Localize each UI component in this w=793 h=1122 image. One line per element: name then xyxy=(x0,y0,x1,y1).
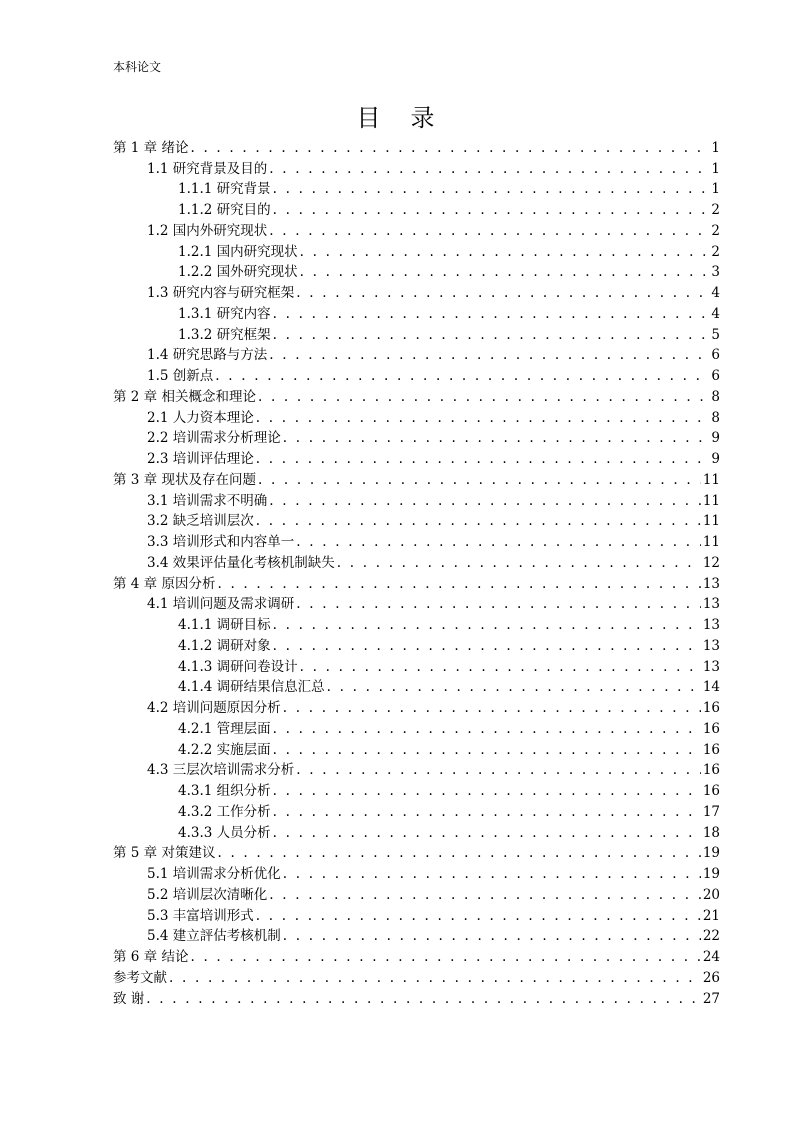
dot-leader xyxy=(273,740,701,760)
toc-entry[interactable] xyxy=(113,448,720,469)
toc-entry-page-number: 16 xyxy=(702,783,720,799)
toc-entry-label: 第 1 章 绪论 xyxy=(113,139,189,156)
toc-entry-page-number: 19 xyxy=(702,866,720,882)
dot-leader xyxy=(283,428,708,448)
toc-entry-label: 4.2 培训问题原因分析 xyxy=(147,700,281,716)
toc-entry-page-number: 27 xyxy=(702,990,720,1007)
dot-leader xyxy=(256,408,708,428)
dot-leader xyxy=(256,906,701,926)
toc-entry[interactable] xyxy=(113,635,720,656)
toc-entry[interactable] xyxy=(113,863,720,884)
toc-entry-page-number: 1 xyxy=(711,181,720,198)
toc-entry-page-number: 2 xyxy=(711,222,720,239)
toc-entry-page-number: 4 xyxy=(711,285,720,301)
toc-entry-label: 4.2.1 管理层面 xyxy=(178,720,271,737)
toc-entry-page-number: 16 xyxy=(702,720,720,737)
toc-entry-page-number: 21 xyxy=(702,907,720,924)
toc-entry-label: 3.4 效果评估量化考核机制缺失 xyxy=(147,554,335,571)
toc-entry[interactable] xyxy=(113,946,720,967)
toc-entry-page-number: 9 xyxy=(711,430,720,447)
toc-entry[interactable] xyxy=(113,552,720,573)
toc-entry[interactable] xyxy=(113,905,720,926)
toc-entry[interactable] xyxy=(113,386,720,407)
toc-entry[interactable] xyxy=(113,718,720,739)
toc-entry[interactable] xyxy=(113,220,720,241)
toc-entry-label: 3.2 缺乏培训层次 xyxy=(147,513,254,530)
dot-leader xyxy=(283,864,701,884)
toc-entry-page-number: 8 xyxy=(711,409,720,426)
toc-entry-page-number: 13 xyxy=(702,575,720,592)
toc-entry-label: 4.3 三层次培训需求分析 xyxy=(147,762,295,779)
dot-leader xyxy=(283,698,701,718)
toc-entry-page-number: 11 xyxy=(702,492,720,509)
toc-entry-label: 4.1.3 调研问卷设计 xyxy=(178,658,298,675)
dot-leader xyxy=(327,677,701,697)
dot-leader xyxy=(296,594,701,614)
toc-entry-label: 1.3 研究内容与研究框架 xyxy=(147,285,295,301)
dot-leader xyxy=(269,885,701,905)
toc-entry-page-number: 16 xyxy=(702,741,720,758)
toc-entry[interactable] xyxy=(113,656,720,677)
toc-entry[interactable] xyxy=(113,697,720,718)
toc-entry-page-number: 3 xyxy=(711,264,720,281)
toc-entry-page-number: 1 xyxy=(711,160,720,177)
toc-entry-label: 参考文献 xyxy=(113,969,167,986)
toc-entry[interactable] xyxy=(113,822,720,843)
toc-entry-page-number: 18 xyxy=(702,824,720,841)
toc-entry[interactable] xyxy=(113,241,720,262)
toc-entry-page-number: 9 xyxy=(711,451,720,467)
dot-leader xyxy=(273,304,708,324)
toc-entry-page-number: 1 xyxy=(711,139,720,156)
dot-leader xyxy=(300,657,701,677)
toc-entry[interactable] xyxy=(113,303,720,324)
toc-entry-label: 第 6 章 结论 xyxy=(113,949,189,965)
toc-entry-label: 4.3.1 组织分析 xyxy=(178,783,271,799)
toc-entry-page-number: 5 xyxy=(711,326,720,343)
toc-entry-label: 5.2 培训层次清晰化 xyxy=(147,886,268,903)
dot-leader xyxy=(190,138,708,158)
toc-entry[interactable] xyxy=(113,739,720,760)
dot-leader xyxy=(273,719,701,739)
dot-leader xyxy=(269,491,701,511)
dot-leader xyxy=(273,325,708,345)
toc-entry-label: 1.2.2 国外研究现状 xyxy=(178,264,298,281)
toc-entry-label: 5.4 建立評估考核机制 xyxy=(147,928,281,945)
toc-entry-page-number: 8 xyxy=(711,388,720,405)
toc-entry-page-number: 20 xyxy=(702,886,720,903)
toc-entry[interactable] xyxy=(113,926,720,947)
dot-leader xyxy=(146,989,701,1009)
toc-entry-label: 4.1.4 调研结果信息汇总 xyxy=(178,679,325,696)
dot-leader xyxy=(273,200,708,220)
dot-leader xyxy=(273,802,701,822)
toc-entry-label: 4.2.2 实施层面 xyxy=(178,741,271,758)
toc-entry-page-number: 13 xyxy=(702,596,720,613)
toc-entry[interactable] xyxy=(113,137,720,158)
toc-entry-page-number: 13 xyxy=(702,637,720,654)
toc-entry-label: 1.1.1 研究背景 xyxy=(178,181,271,198)
dot-leader xyxy=(258,470,701,490)
dot-leader xyxy=(217,574,700,594)
toc-title-char-1: 目 xyxy=(356,104,383,132)
toc-entry-label: 1.3.1 研究内容 xyxy=(178,305,271,322)
toc-entry-label: 5.1 培训需求分析优化 xyxy=(147,866,281,882)
dot-leader xyxy=(300,242,708,262)
toc-entry[interactable] xyxy=(113,531,720,552)
toc-title-char-2: 录 xyxy=(410,104,437,132)
toc-entry-label: 第 4 章 原因分析 xyxy=(113,575,216,592)
toc-entry-page-number: 11 xyxy=(702,471,720,488)
toc-entry[interactable] xyxy=(113,780,720,801)
toc-entry-page-number: 19 xyxy=(702,845,720,862)
toc-entry[interactable] xyxy=(113,490,720,511)
toc-entry[interactable] xyxy=(113,365,720,386)
dot-leader xyxy=(269,221,708,241)
dot-leader xyxy=(273,179,708,199)
toc-entry[interactable] xyxy=(113,179,720,200)
toc-entry-page-number: 11 xyxy=(702,534,720,550)
toc-entry-label: 1.2 国内外研究现状 xyxy=(147,222,268,239)
toc-entry[interactable] xyxy=(113,884,720,905)
toc-entry-page-number: 13 xyxy=(702,617,720,633)
toc-entry-page-number: 4 xyxy=(711,305,720,322)
toc-entry-page-number: 13 xyxy=(702,658,720,675)
toc-entry[interactable] xyxy=(113,967,720,988)
dot-leader xyxy=(273,636,701,656)
toc-entry[interactable] xyxy=(113,324,720,345)
dot-leader xyxy=(337,553,701,573)
toc-entry[interactable] xyxy=(113,158,720,179)
toc-entry-label: 5.3 丰富培训形式 xyxy=(147,907,254,924)
toc-entry-page-number: 16 xyxy=(702,762,720,779)
toc-entry-page-number: 26 xyxy=(702,969,720,986)
toc-entry-label: 2.3 培训评估理论 xyxy=(147,451,254,467)
dot-leader xyxy=(273,615,701,635)
toc-entry[interactable] xyxy=(113,988,720,1009)
toc-entry[interactable] xyxy=(113,199,720,220)
toc-entry-label: 第 2 章 相关概念和理论 xyxy=(113,388,256,405)
toc-entry[interactable] xyxy=(113,594,720,615)
toc-entry-label: 第 5 章 对策建议 xyxy=(113,845,216,862)
toc-entry-label: 4.1.2 调研对象 xyxy=(178,637,271,654)
dot-leader xyxy=(283,926,701,946)
dot-leader xyxy=(296,760,701,780)
toc-entry[interactable] xyxy=(113,262,720,283)
toc-entry-page-number: 6 xyxy=(711,347,720,364)
toc-entry[interactable] xyxy=(113,511,720,532)
dot-leader xyxy=(217,843,700,863)
toc-entry-label: 1.2.1 国内研究现状 xyxy=(178,243,298,260)
toc-entry-page-number: 2 xyxy=(711,202,720,218)
dot-leader xyxy=(296,283,708,303)
toc-entry-label: 4.1 培训问题及需求调研 xyxy=(147,596,295,613)
toc-entry-page-number: 6 xyxy=(711,368,720,384)
toc-entry-label: 2.2 培训需求分析理论 xyxy=(147,430,281,447)
dot-leader xyxy=(190,947,700,967)
toc-entry[interactable] xyxy=(113,614,720,635)
table-of-contents xyxy=(113,137,720,1009)
toc-entry[interactable] xyxy=(113,677,720,698)
toc-entry[interactable] xyxy=(113,843,720,864)
toc-title xyxy=(0,98,793,133)
toc-entry-page-number: 12 xyxy=(702,554,720,571)
toc-entry-label: 1.1 研究背景及目的 xyxy=(147,160,268,177)
toc-entry-label: 1.5 创新点 xyxy=(147,368,214,384)
dot-leader xyxy=(256,449,708,469)
toc-entry-label: 3.3 培训形式和内容单一 xyxy=(147,534,295,550)
toc-entry-page-number: 2 xyxy=(711,243,720,260)
page-header: 本科论文 xyxy=(113,60,162,74)
toc-entry-label: 1.1.2 研究目的 xyxy=(178,202,271,218)
dot-leader xyxy=(256,511,701,531)
toc-entry-label: 2.1 人力资本理论 xyxy=(147,409,254,426)
dot-leader xyxy=(296,532,701,552)
toc-entry-label: 1.4 研究思路与方法 xyxy=(147,347,268,364)
toc-entry-label: 1.3.2 研究框架 xyxy=(178,326,271,343)
toc-entry-label: 4.3.2 工作分析 xyxy=(178,803,271,820)
toc-entry[interactable] xyxy=(113,282,720,303)
toc-entry-label: 致 谢 xyxy=(113,990,145,1007)
dot-leader xyxy=(269,345,708,365)
toc-entry[interactable] xyxy=(113,428,720,449)
toc-entry[interactable] xyxy=(113,760,720,781)
toc-entry[interactable] xyxy=(113,801,720,822)
toc-entry-page-number: 16 xyxy=(702,700,720,716)
toc-entry[interactable] xyxy=(113,345,720,366)
toc-entry-label: 4.3.3 人员分析 xyxy=(178,824,271,841)
dot-leader xyxy=(269,159,708,179)
dot-leader xyxy=(300,262,708,282)
toc-entry-label: 第 3 章 现状及存在问题 xyxy=(113,471,256,488)
dot-leader xyxy=(273,823,701,843)
toc-entry-page-number: 14 xyxy=(702,679,720,696)
toc-entry-page-number: 24 xyxy=(702,949,720,965)
dot-leader xyxy=(169,968,701,988)
toc-entry[interactable] xyxy=(113,469,720,490)
toc-entry-page-number: 22 xyxy=(702,928,720,945)
toc-entry-label: 4.1.1 调研目标 xyxy=(178,617,271,633)
toc-entry-label: 3.1 培训需求不明确 xyxy=(147,492,268,509)
toc-entry-page-number: 11 xyxy=(702,513,720,530)
dot-leader xyxy=(273,781,701,801)
dot-leader xyxy=(258,387,708,407)
toc-entry-page-number: 17 xyxy=(702,803,720,820)
toc-entry[interactable] xyxy=(113,573,720,594)
toc-entry[interactable] xyxy=(113,407,720,428)
dot-leader xyxy=(215,366,708,386)
